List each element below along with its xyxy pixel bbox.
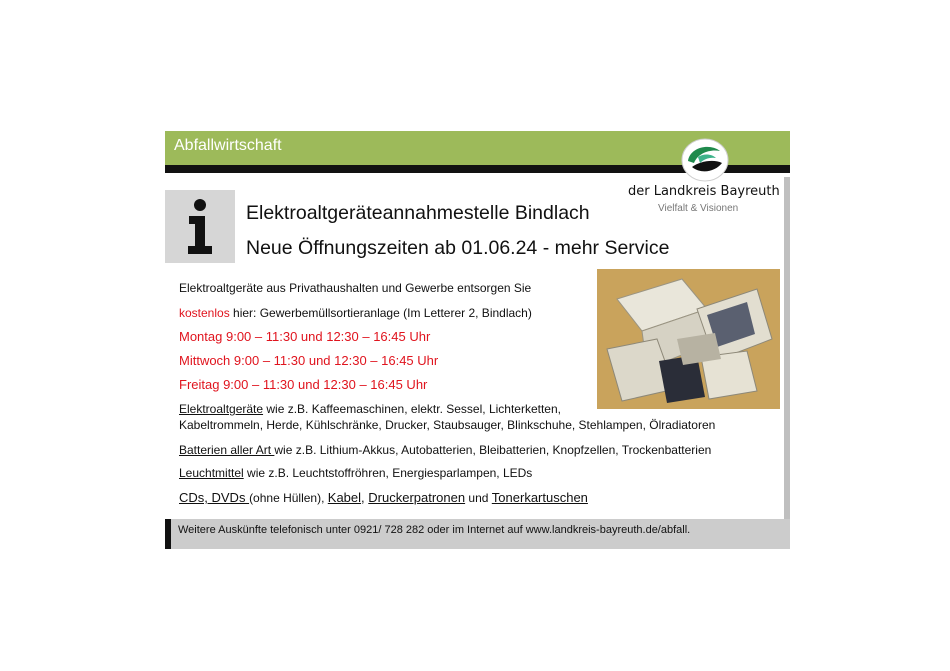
category-leuchtmittel bbox=[179, 466, 532, 480]
category-und: und bbox=[465, 491, 492, 505]
intro-line: Elektroaltgeräte aus Privathaushalten und Gewerbe entsorgen Sie bbox=[179, 281, 532, 295]
page-subtitle: Neue Öffnungszeiten ab 01.06.24 - mehr Service bbox=[246, 237, 670, 259]
card-shadow bbox=[784, 177, 790, 549]
info-icon bbox=[185, 198, 215, 256]
hours-monday: Montag 9:00 – 11:30 und 12:30 – 16:45 Uhr bbox=[179, 329, 431, 344]
electronics-photo-image bbox=[597, 269, 780, 409]
category-elektro-text: wie z.B. Kaffeemaschinen, elektr. Sessel, Lichterketten, bbox=[263, 402, 561, 416]
category-leuchtmittel-text: wie z.B. Leuchtstoffröhren, Energiesparlampen, LEDs bbox=[243, 466, 533, 480]
notice-card bbox=[165, 131, 790, 549]
category-toner-label: Tonerkartuschen bbox=[491, 490, 588, 505]
footer-text: Weitere Auskünfte telefonisch unter 0921/ 728 282 oder im Internet auf www.landkreis-bayreuth.de/abfall. bbox=[178, 524, 691, 536]
category-drucker-label: Druckerpatronen bbox=[368, 490, 466, 505]
info-box bbox=[165, 190, 235, 263]
electronics-photo bbox=[597, 269, 780, 409]
category-batterien-text: wie z.B. Lithium-Akkus, Autobatterien, Bleibatterien, Knopfzellen, Trockenbatterien bbox=[274, 443, 712, 457]
category-cds-text: (ohne Hüllen), bbox=[249, 491, 328, 505]
category-batterien-label: Batterien aller Art bbox=[179, 443, 275, 457]
logo-tagline: Vielfalt & Visionen bbox=[658, 203, 739, 214]
logo-name: der Landkreis Bayreuth bbox=[628, 184, 780, 199]
category-kabel-label: Kabel bbox=[327, 490, 362, 505]
category-batterien bbox=[179, 443, 711, 457]
free-highlight: kostenlos bbox=[179, 306, 230, 320]
location-text: hier: Gewerbemüllsortieranlage (Im Letterer 2, Bindlach) bbox=[229, 306, 532, 320]
header-title: Abfallwirtschaft bbox=[174, 137, 282, 154]
category-elektro-label: Elektroaltgeräte bbox=[179, 402, 264, 416]
footer-band bbox=[171, 519, 790, 549]
category-elektro bbox=[179, 402, 561, 416]
free-line bbox=[179, 306, 532, 320]
category-comma: , bbox=[361, 490, 369, 505]
page-title: Elektroaltgeräteannahmestelle Bindlach bbox=[246, 202, 590, 224]
category-leuchtmittel-label: Leuchtmittel bbox=[179, 466, 244, 480]
hours-wednesday: Mittwoch 9:00 – 11:30 und 12:30 – 16:45 Uhr bbox=[179, 353, 439, 368]
category-elektro-line2: Kabeltrommeln, Herde, Kühlschränke, Drucker, Staubsauger, Blinkschuhe, Stehlampen, Ölradiatoren bbox=[179, 418, 716, 432]
category-cds-label: CDs, DVDs bbox=[179, 490, 250, 505]
category-media bbox=[179, 490, 588, 505]
hours-friday: Freitag 9:00 – 11:30 und 12:30 – 16:45 Uhr bbox=[179, 377, 428, 392]
landkreis-logo-icon bbox=[680, 137, 730, 183]
